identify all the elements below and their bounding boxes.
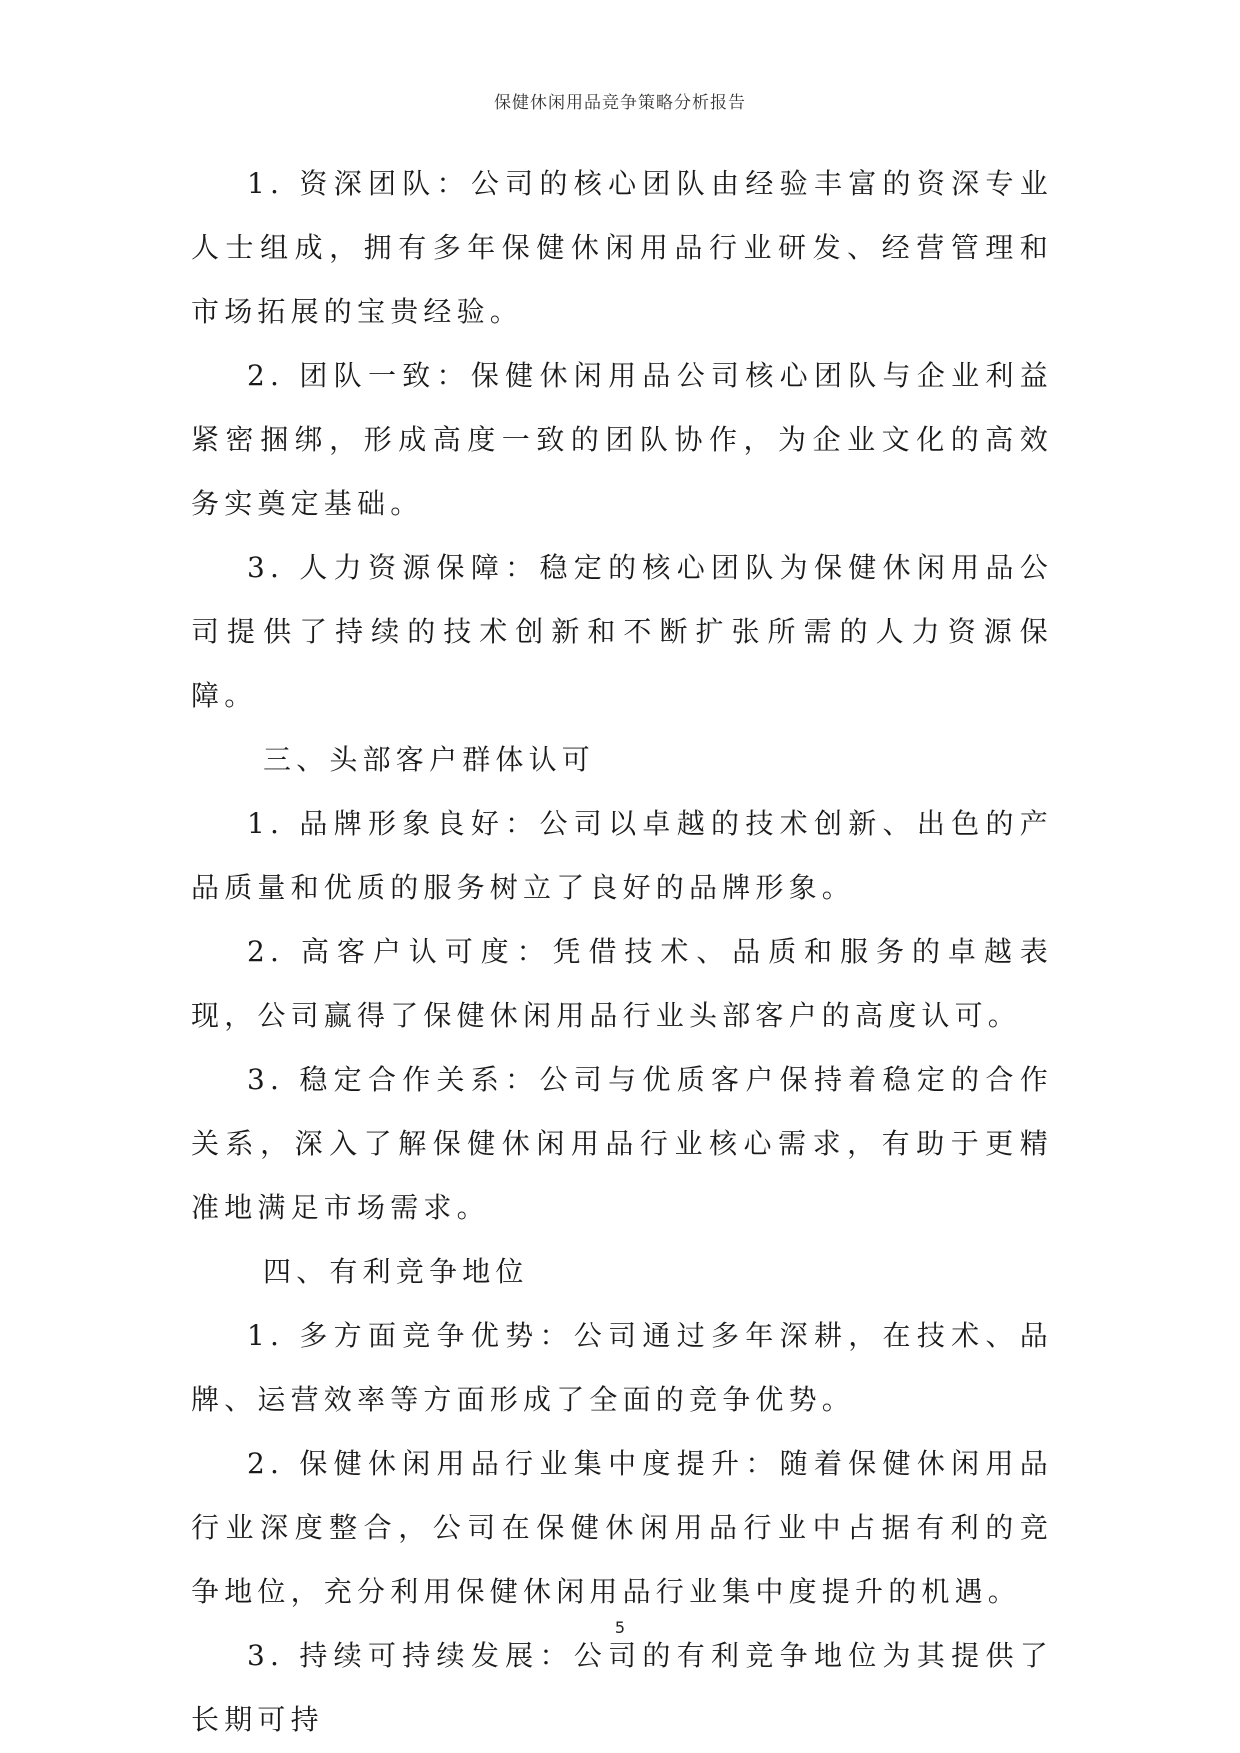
paragraph-sustainable-development: 3. 持续可持续发展：公司的有利竞争地位为其提供了长期可持 <box>191 1639 1053 1736</box>
paragraph-customer-recognition: 2. 高客户认可度：凭借技术、品质和服务的卓越表现，公司赢得了保健休闲用品行业头部客户的高度认可。 <box>191 935 1053 1032</box>
page-header: 保健休闲用品竞争策略分析报告 <box>494 93 746 113</box>
section-heading-customer-recognition: 三、头部客户群体认可 <box>263 743 596 776</box>
paragraph-hr-support: 3. 人力资源保障：稳定的核心团队为保健休闲用品公司提供了持续的技术创新和不断扩张所需的人力资源保障。 <box>191 551 1053 712</box>
page-number: 5 <box>614 1618 626 1637</box>
paragraph-senior-team: 1. 资深团队：公司的核心团队由经验丰富的资深专业人士组成，拥有多年保健休闲用品行业研发、经营管理和市场拓展的宝贵经验。 <box>191 167 1053 328</box>
section-heading-competitive-position: 四、有利竞争地位 <box>263 1255 529 1288</box>
paragraph-stable-cooperation: 3. 稳定合作关系：公司与优质客户保持着稳定的合作关系，深入了解保健休闲用品行业核心需求，有助于更精准地满足市场需求。 <box>191 1063 1053 1224</box>
paragraph-team-unity: 2. 团队一致：保健休闲用品公司核心团队与企业利益紧密捆绑，形成高度一致的团队协作，为企业文化的高效务实奠定基础。 <box>191 359 1053 520</box>
paragraph-industry-concentration: 2. 保健休闲用品行业集中度提升：随着保健休闲用品行业深度整合，公司在保健休闲用品行业中占据有利的竞争地位，充分利用保健休闲用品行业集中度提升的机遇。 <box>191 1447 1053 1608</box>
paragraph-competitive-advantage: 1. 多方面竞争优势：公司通过多年深耕，在技术、品牌、运营效率等方面形成了全面的竞争优势。 <box>191 1319 1053 1416</box>
paragraph-brand-image: 1. 品牌形象良好：公司以卓越的技术创新、出色的产品质量和优质的服务树立了良好的品牌形象。 <box>191 807 1053 904</box>
document-body <box>191 152 1053 1752</box>
